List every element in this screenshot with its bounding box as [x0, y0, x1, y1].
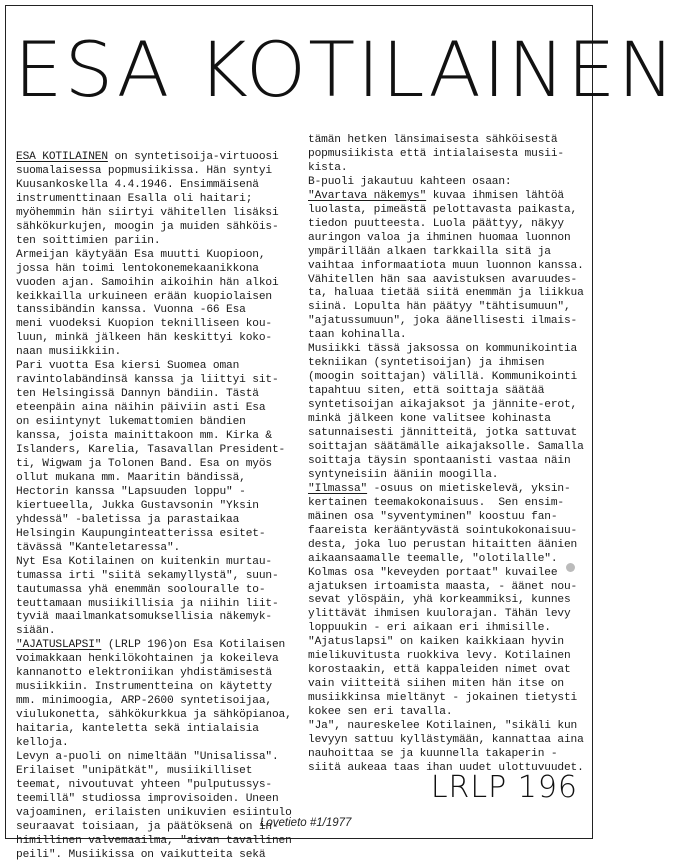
text-line [16, 388, 298, 402]
text-line [308, 608, 590, 622]
line-text: vajoaminen, erilaisten unikuvien esiintulo [16, 806, 292, 819]
text-line [16, 444, 298, 458]
line-text: syntyneisiin ääniin moogilla. [308, 468, 499, 481]
text-line [16, 235, 298, 249]
line-text: mm. minimoogia, ARP-2600 syntetisoijaa, [16, 695, 272, 708]
line-text: kista. [308, 161, 348, 174]
text-line [16, 430, 298, 444]
line-text: vaihtaa informaatiota muun luonnon kanssa. [308, 259, 584, 272]
text-line [16, 611, 298, 625]
line-text: desta, joka luo perustan hitaitten äänien [308, 538, 578, 551]
punch-hole-mark [566, 563, 575, 572]
line-text: tiedon puutteesta. Luola päättyy, näkyy [308, 217, 564, 230]
line-text: kuvaa ihmisen lähtöä [426, 189, 564, 202]
text-line [16, 263, 298, 277]
text-line [16, 318, 298, 332]
line-text: sevat ylöspäin, yhä korkeammiksi, kunnes [308, 594, 571, 607]
text-line [16, 179, 298, 193]
text-line [308, 525, 590, 539]
underlined-heading: "Ilmassa" [308, 482, 368, 495]
line-text: aikaansaamalle teemalle, "olotilalle". [308, 552, 558, 565]
text-line [308, 483, 590, 497]
text-line [16, 793, 298, 807]
text-line [308, 622, 590, 636]
line-text: siitä aukeaa taas ihan uudet ulottuvuudet. [308, 761, 584, 774]
text-line [308, 246, 590, 260]
text-line [16, 304, 298, 318]
line-text: tautumassa yhä enemmän soolouralle to- [16, 583, 266, 596]
text-line [16, 500, 298, 514]
line-text: seuraavat toisiaan, ja päätöksenä on in- [16, 820, 279, 833]
line-text: tävässä "Kanteletaressa". [16, 541, 181, 554]
line-text: kanssa, joista mainittakoon mm. Kirka & [16, 430, 272, 443]
line-text: tämän hetken länsimaisesta sähköisestä [308, 134, 558, 146]
line-text: faareista kerääntyvästä sointukokonaisuu- [308, 524, 578, 537]
line-text: Armeijan käytyään Esa muutti Kuopioon, [16, 248, 266, 261]
line-text: ollut mukana mm. Maaritin bändissä, [16, 471, 246, 484]
line-text: Pari vuotta Esa kiersi Suomea oman [16, 360, 240, 373]
text-line [16, 486, 298, 500]
text-line [16, 472, 298, 486]
line-text: on syntetisoija-virtuoosi [107, 151, 279, 163]
text-line [308, 218, 590, 232]
text-line [16, 346, 298, 360]
line-text: "ajatussumuun", joka äänellisesti ilmais- [308, 315, 578, 328]
text-line [308, 734, 590, 748]
line-text: Kolmas osa "keveyden portaat" kuvailee [308, 566, 558, 579]
line-text: soittajan säätämälle aikajaksolle. Samalla [308, 440, 584, 453]
line-text: myöhemmin hän siirtyi vähitellen lisäksi [16, 206, 279, 219]
text-line [308, 706, 590, 720]
line-text: tumassa irti "siitä sekamyllystä", suun- [16, 569, 279, 582]
text-line [16, 221, 298, 235]
text-line [308, 413, 590, 427]
line-text: instrumenttinaan Esalla oli haitari; [16, 192, 253, 205]
text-line [308, 692, 590, 706]
text-line [16, 249, 298, 263]
line-text: minkä jälkeen kone valitsee kohinasta [308, 413, 551, 426]
text-line [308, 748, 590, 762]
line-text: mielikuvitusta ruokkiva levy. Kotilainen [308, 650, 571, 663]
text-line [16, 779, 298, 793]
line-text: keikkailla urkuineen erään kuopiolaisen [16, 290, 272, 303]
underlined-heading: "Avartava näkemys" [308, 189, 427, 202]
text-line [16, 542, 298, 556]
line-text: ten soittimien pariin. [16, 234, 161, 247]
line-text: syntetisoijan aikajaksot ja jännite-erot, [308, 399, 578, 412]
text-line [308, 650, 590, 664]
line-text: luolasta, pimeästä pelottavasta paikasta, [308, 203, 578, 216]
line-text: Vähitellen hän saa aavistuksen avaruudes- [308, 273, 578, 286]
line-text: peili". Musiikissa on vaikutteita sekä [16, 848, 266, 861]
text-line [16, 193, 298, 207]
text-line [16, 151, 298, 165]
text-line [16, 598, 298, 612]
line-text: ten Helsingissä Dannyn bändiin. Tästä [16, 388, 259, 401]
text-line [308, 190, 590, 204]
line-text: tyviä maailmankatsomuksellisia näkemyk- [16, 611, 272, 624]
line-text: B-puoli jakautuu kahteen osaan: [308, 175, 512, 188]
text-line [16, 751, 298, 765]
text-line [16, 374, 298, 388]
text-line [16, 291, 298, 305]
line-text: Hectorin kanssa "Lapsuuden loppu" - [16, 485, 246, 498]
text-line [308, 636, 590, 650]
text-line [308, 539, 590, 553]
line-text: (moogin soittajan) välillä. Kommunikointi [308, 371, 578, 384]
line-text: viulukonetta, sähkökurkkua ja sähköpianoa, [16, 709, 292, 722]
text-line [308, 581, 590, 595]
line-text: suomalaisessa popmusiikissa. Hän syntyi [16, 164, 272, 177]
line-text: naan musiikkiin. [16, 346, 122, 359]
text-line [308, 134, 590, 148]
line-text: "Ja", naureskelee Kotilainen, "sikäli kun [308, 720, 578, 733]
line-text: voimakkaan henkilökohtainen ja kokeileva [16, 653, 279, 666]
text-line [16, 458, 298, 472]
text-line [16, 584, 298, 598]
catalog-number: LRLP 196 [430, 770, 578, 805]
line-text: sähkökurkujen, moogin ja muiden sähköis- [16, 220, 279, 233]
line-text: ajatuksen irtoamista maasta, - äänet nou- [308, 580, 578, 593]
line-text: Kuusankoskella 4.4.1946. Ensimmäisenä [16, 178, 259, 191]
line-text: mäinen osa "syventyminen" koostuu fan- [308, 510, 558, 523]
text-line [308, 260, 590, 274]
line-text: Islanders, Karelia, Tasavallan President- [16, 444, 286, 457]
text-line [308, 371, 590, 385]
line-text: kertainen teemakokonaisuus. Sen ensim- [308, 496, 564, 509]
article-left-column [16, 151, 298, 863]
text-line [16, 667, 298, 681]
line-text: Erilaiset "unipätkät", musiikilliset [16, 764, 253, 777]
line-text: luun, minkä jälkeen hän keskittyi koko- [16, 332, 272, 345]
line-text: kokee sen eri tavalla. [308, 706, 453, 719]
line-text: nauhoittaa se ja kuunnella takaperin - [308, 747, 558, 760]
line-text: teuttamaan musiikillisia ja niihin liit- [16, 597, 279, 610]
line-text: ympärillään alkaen tarkkailla sitä ja [308, 245, 551, 258]
text-line [16, 807, 298, 821]
line-text: on esiintynyt lukemattomien bändien [16, 416, 246, 429]
text-line [16, 165, 298, 179]
underlined-heading: "AJATUSLAPSI" [16, 639, 102, 652]
text-line [16, 556, 298, 570]
line-text: tanssibändin kanssa. Vuonna -66 Esa [16, 304, 246, 317]
text-line [308, 567, 590, 581]
text-line [16, 332, 298, 346]
text-line [308, 204, 590, 218]
line-text: meni vuodeksi Kuopion teknilliseen kou- [16, 318, 272, 331]
text-line [308, 511, 590, 525]
text-line [308, 469, 590, 483]
line-text: vuoden ajan. Samoihin aikoihin hän alkoi [16, 276, 279, 289]
line-text: soittaja täysin spontaanisti vastaa näin [308, 454, 571, 467]
line-text: siään. [16, 625, 56, 638]
line-text: kannanotto elektroniikan yhdistämisestä [16, 667, 272, 680]
line-text: satunnaisesti jännitteitä, jotka sattuvat [308, 427, 578, 440]
line-text: Levyn a-puoli on nimeltään "Unisalissa". [16, 750, 279, 763]
text-line [16, 416, 298, 430]
text-line [16, 849, 298, 863]
line-text: Helsingin Kaupunginteatterissa esitet- [16, 527, 266, 540]
text-line [16, 277, 298, 291]
line-text: teemat, nivoutuvat yhteen "pulputussys- [16, 778, 272, 791]
line-text: himillinen valvemaailma, "aivan tavallinen [16, 834, 292, 847]
text-line [16, 514, 298, 528]
line-text: tekniikan (syntetisoijan) ja ihmisen [308, 357, 545, 370]
text-line [308, 399, 590, 413]
line-text: ti, Wigwam ja Tolonen Band. Esa on myös [16, 457, 272, 470]
article-right-column [308, 134, 590, 776]
text-line [308, 315, 590, 329]
line-text: haitaria, kanteletta sekä intialaisia [16, 723, 259, 736]
line-text: kelloja. [16, 737, 69, 750]
text-line [16, 570, 298, 584]
text-line [308, 357, 590, 371]
text-line [16, 207, 298, 221]
text-line [308, 329, 590, 343]
text-line [308, 301, 590, 315]
text-line [308, 594, 590, 608]
line-text: Nyt Esa Kotilainen on kuitenkin murtau- [16, 555, 272, 568]
text-line [308, 455, 590, 469]
line-text: loppuukin - eri aikaan eri ihmisille. [308, 622, 551, 635]
text-line [308, 678, 590, 692]
page-title: ESA KOTILAINEN [14, 25, 677, 114]
line-text: "Ajatuslapsi" on kaiken kaikkiaan hyvin [308, 636, 564, 649]
line-text: -osuus on mietiskelevä, yksin- [367, 482, 571, 495]
text-line [16, 737, 298, 751]
text-line [16, 835, 298, 849]
text-line [16, 360, 298, 374]
line-text: korostaakin, että kappaleiden nimet ovat [308, 664, 571, 677]
line-text: teemillä" studiossa improvisoiden. Uneen [16, 792, 279, 805]
text-line [308, 720, 590, 734]
line-text: tapahtuu siten, että soittaja säätää [308, 385, 545, 398]
text-line [308, 162, 590, 176]
text-line [308, 385, 590, 399]
text-line [308, 441, 590, 455]
text-line [308, 664, 590, 678]
text-line [308, 287, 590, 301]
line-text: vain viitteitä siihen miten hän itse on [308, 678, 564, 691]
text-line [16, 765, 298, 779]
underlined-heading: ESA KOTILAINEN [16, 151, 108, 163]
line-text: popmusiikista että intialaisesta musii- [308, 147, 564, 160]
text-line [16, 639, 298, 653]
text-line [16, 821, 298, 835]
text-line [16, 528, 298, 542]
text-line [16, 695, 298, 709]
text-line [308, 343, 590, 357]
source-citation: Lovetieto #1/1977 [260, 817, 352, 829]
line-text: ylittävät ihmisen kuulorajan. Tähän levy [308, 608, 571, 621]
line-text: musiikkiin. Instrumentteina on käytetty [16, 681, 272, 694]
line-text: auringon valoa ja ihminen huomaa luonnon [308, 231, 571, 244]
line-text: jossa hän toimi lentokonemekaanikkona [16, 262, 259, 275]
line-text: musiikkinsa mieltänyt - jokainen tietysti [308, 692, 578, 705]
text-line [308, 148, 590, 162]
text-line [308, 176, 590, 190]
text-line [16, 402, 298, 416]
line-text: kiertueella, Jukka Gustavsonin "Yksin [16, 499, 259, 512]
text-line [16, 709, 298, 723]
line-text: levyyn sattuu kyllästymään, kannattaa aina [308, 733, 584, 746]
text-line [16, 653, 298, 667]
line-text: siinä. Lopulta hän päätyy "tähtisumuun", [308, 301, 571, 314]
text-line [308, 497, 590, 511]
line-text: yhdessä" -baletissa ja parastaikaa [16, 513, 240, 526]
line-text: Musiikki tässä jaksossa on kommunikointia [308, 343, 578, 356]
text-line [308, 553, 590, 567]
text-line [16, 723, 298, 737]
text-line [16, 681, 298, 695]
line-text: eteenpäin aina näihin päiviin asti Esa [16, 402, 266, 415]
text-line [308, 274, 590, 288]
text-line [16, 625, 298, 639]
line-text: taan kohinalla. [308, 329, 407, 342]
line-text: ravintolabändinsä kanssa ja liittyi sit- [16, 374, 279, 387]
line-text: ta, haluaa tietää siitä enemmän ja liikkua [308, 287, 584, 300]
line-text: (LRLP 196)on Esa Kotilaisen [101, 639, 286, 652]
text-line [308, 427, 590, 441]
text-line [308, 232, 590, 246]
